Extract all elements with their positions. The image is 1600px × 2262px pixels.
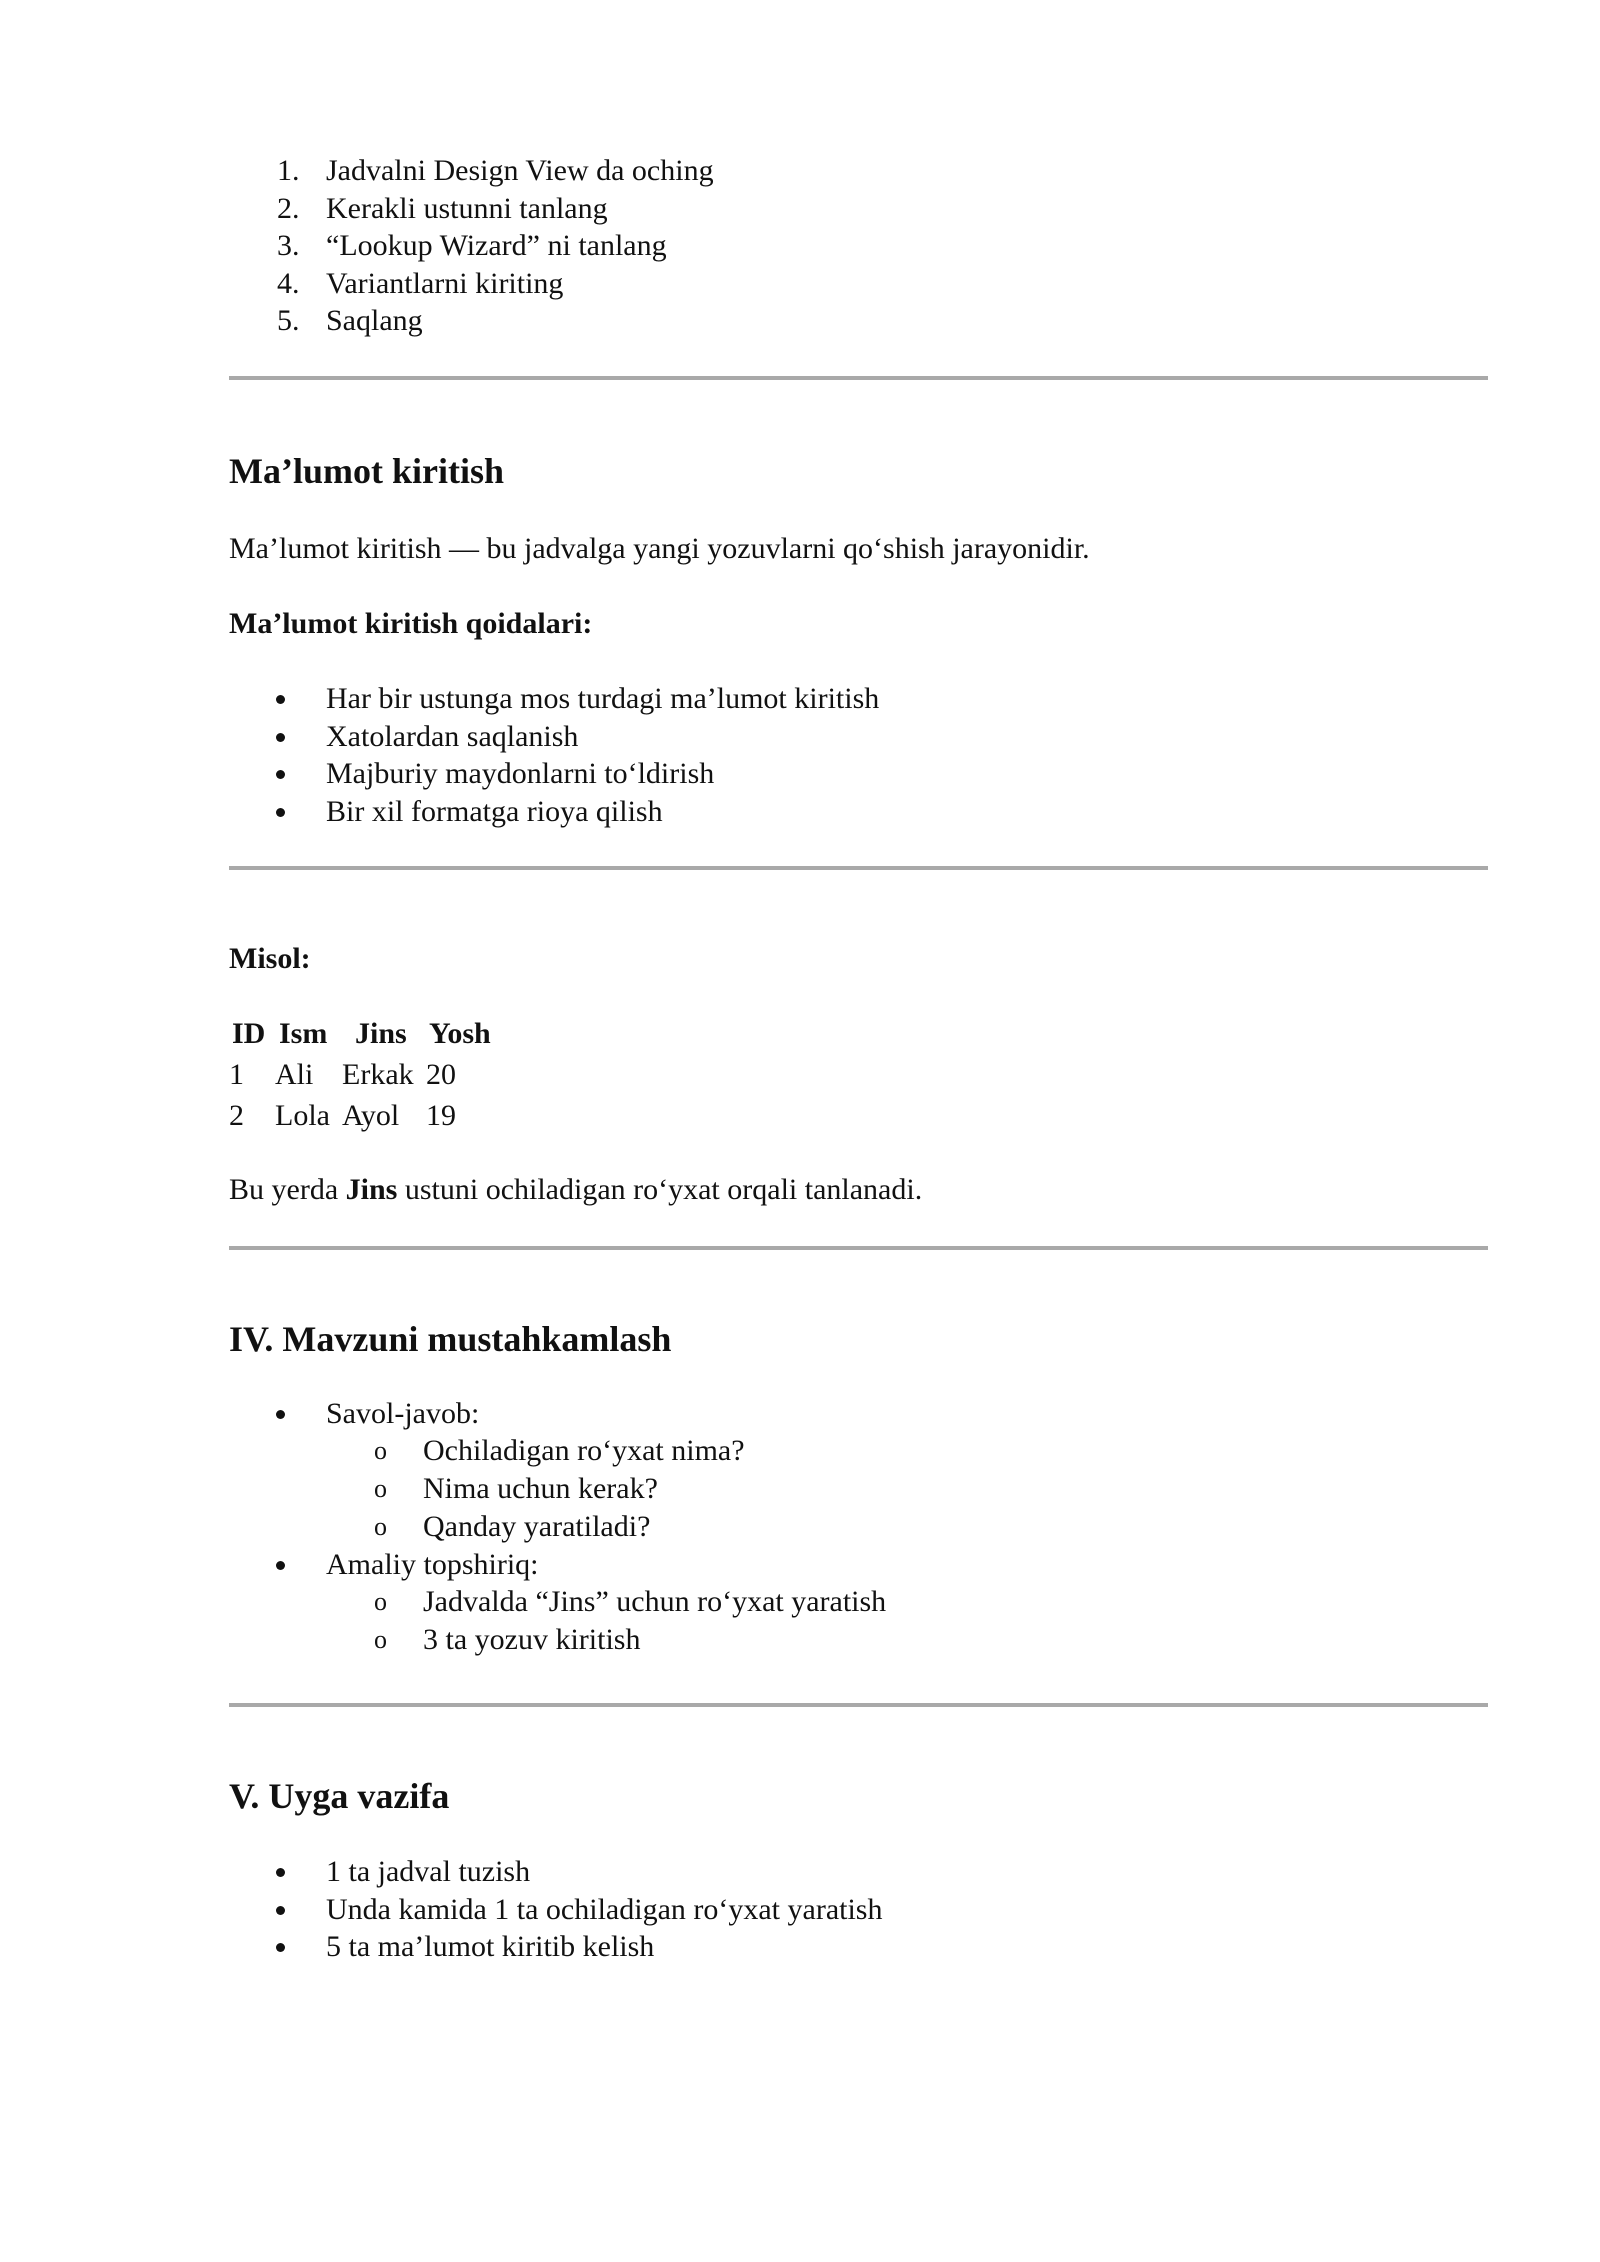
- list-item: Har bir ustunga mos turdagi ma’lumot kiritish: [229, 680, 879, 718]
- step-text: Variantlarni kiriting: [326, 266, 564, 300]
- step-text: “Lookup Wizard” ni tanlang: [326, 229, 667, 262]
- table-cell: Lola: [275, 1099, 330, 1132]
- sub-list: [326, 1432, 886, 1546]
- step-text: Jadvalni Design View da oching: [326, 154, 714, 187]
- bullet-icon: [276, 808, 285, 817]
- section-heading-reinforce: IV. Mavzuni mustahkamlash: [229, 1319, 672, 1359]
- bullet-icon: [276, 1943, 285, 1952]
- divider: [229, 1246, 1488, 1250]
- example-note: Bu yerda Jins ustuni ochiladigan ro‘yxat orqali tanlanadi.: [229, 1173, 923, 1206]
- table-cell: Ali: [275, 1058, 314, 1091]
- divider: [229, 376, 1488, 380]
- list-item: Unda kamida 1 ta ochiladigan ro‘yxat yaratish: [229, 1891, 882, 1929]
- circle-bullet-icon: o: [374, 1436, 387, 1465]
- bullet-icon: [276, 1906, 285, 1915]
- sub-list-item: o Nima uchun kerak?: [374, 1472, 658, 1505]
- sub-list-item: o Qanday yaratiladi?: [374, 1510, 651, 1543]
- list-item: Majburiy maydonlarni to‘ldirish: [229, 755, 879, 793]
- section-heading-homework: V. Uyga vazifa: [229, 1776, 450, 1816]
- emphasis-jins: Jins: [345, 1173, 398, 1206]
- table-cell: Erkak: [342, 1058, 414, 1091]
- step-text: Saqlang: [326, 304, 423, 337]
- list-item: 2. Kerakli ustunni tanlang: [277, 191, 608, 225]
- bullet-icon: [276, 733, 285, 742]
- rules-list: [229, 680, 879, 830]
- sub-list-item: o 3 ta yozuv kiritish: [374, 1623, 641, 1656]
- reinforce-list: [229, 1395, 886, 1659]
- bullet-icon: [276, 695, 285, 704]
- section-heading-data-entry: Ma’lumot kiritish: [229, 451, 504, 491]
- sub-list-item: o Jadvalda “Jins” uchun ro‘yxat yaratish: [374, 1585, 887, 1618]
- list-item: 3. “Lookup Wizard” ni tanlang: [277, 229, 667, 262]
- bullet-icon: [276, 1561, 285, 1570]
- table-header-cell: Ism: [279, 1017, 328, 1050]
- table-cell: 2: [229, 1099, 244, 1132]
- divider: [229, 1703, 1488, 1707]
- circle-bullet-icon: o: [374, 1512, 387, 1541]
- list-item: 1 ta jadval tuzish: [229, 1853, 882, 1891]
- list-item: 4. Variantlarni kiriting: [277, 266, 564, 300]
- list-item: 5. Saqlang: [277, 304, 423, 337]
- circle-bullet-icon: o: [374, 1625, 387, 1654]
- table-cell: Ayol: [342, 1099, 400, 1132]
- circle-bullet-icon: o: [374, 1474, 387, 1503]
- circle-bullet-icon: o: [374, 1587, 387, 1616]
- divider: [229, 866, 1488, 870]
- example-label: Misol:: [229, 942, 311, 975]
- homework-list: [229, 1853, 882, 1966]
- table-header-cell: Yosh: [429, 1017, 491, 1050]
- table-cell: 1: [229, 1058, 244, 1091]
- bullet-icon: [276, 1868, 285, 1877]
- table-header-cell: Jins: [355, 1017, 407, 1050]
- bullet-icon: [276, 1410, 285, 1419]
- list-item: Savol-javob: o Ochiladigan ro‘yxat nima? o Nima uchun kerak? o Qanday yaratiladi?: [229, 1395, 886, 1546]
- list-item: Bir xil formatga rioya qilish: [229, 793, 879, 831]
- sub-list: [326, 1583, 886, 1659]
- list-item: Xatolardan saqlanish: [229, 718, 879, 756]
- table-cell: 19: [426, 1099, 456, 1132]
- list-item: 1. Jadvalni Design View da oching: [277, 154, 714, 187]
- table-cell: 20: [426, 1058, 456, 1091]
- step-text: Kerakli ustunni tanlang: [326, 191, 608, 225]
- rules-label: Ma’lumot kiritish qoidalari:: [229, 607, 593, 640]
- list-item: Amaliy topshiriq: o Jadvalda “Jins” uchun ro‘yxat yaratish o 3 ta yozuv kiritish: [229, 1546, 886, 1659]
- list-item: 5 ta ma’lumot kiritib kelish: [229, 1928, 882, 1966]
- sub-list-item: o Ochiladigan ro‘yxat nima?: [374, 1434, 745, 1467]
- intro-paragraph: Ma’lumot kiritish — bu jadvalga yangi yozuvlarni qo‘shish jarayonidir.: [229, 532, 1090, 565]
- bullet-icon: [276, 770, 285, 779]
- table-header-cell: ID: [232, 1017, 266, 1050]
- lookup-steps-list: [229, 152, 714, 340]
